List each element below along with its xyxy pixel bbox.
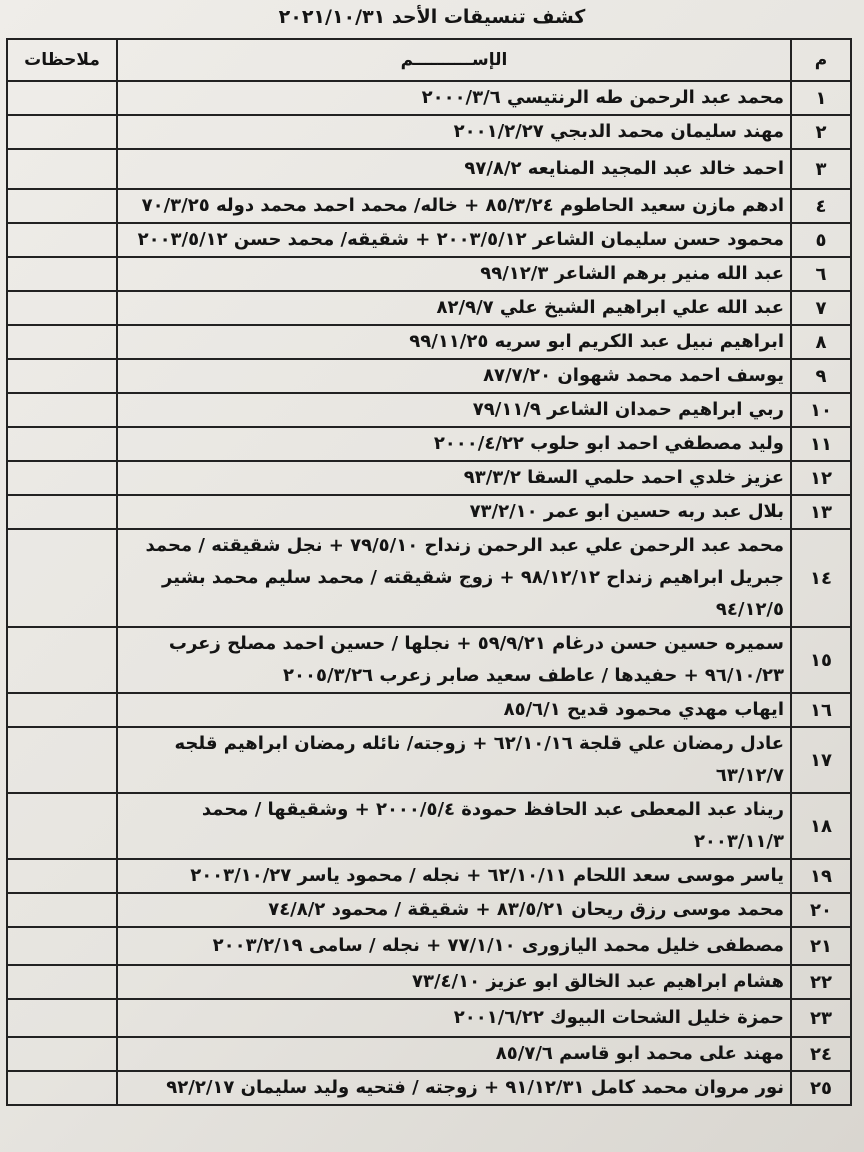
row-number: ٧ bbox=[791, 291, 851, 325]
row-notes bbox=[7, 927, 117, 965]
row-notes bbox=[7, 325, 117, 359]
row-number: ١٠ bbox=[791, 393, 851, 427]
row-notes bbox=[7, 115, 117, 149]
row-number: ٢٥ bbox=[791, 1071, 851, 1105]
header-number: م bbox=[791, 39, 851, 81]
header-name: الإســــــــــم bbox=[117, 39, 791, 81]
table-row bbox=[7, 257, 851, 291]
row-name: عادل رمضان علي قلجة ٦٢/١٠/١٦ + زوجته/ نائله رمضان ابراهيم قلجه ٦٣/١٢/٧ bbox=[117, 727, 791, 793]
row-name: محمود حسن سليمان الشاعر ٢٠٠٣/٥/١٢ + شقيقه/ محمد حسن ٢٠٠٣/٥/١٢ bbox=[117, 223, 791, 257]
row-name: هشام ابراهيم عبد الخالق ابو عزيز ٧٣/٤/١٠ bbox=[117, 965, 791, 999]
row-number: ٥ bbox=[791, 223, 851, 257]
row-number: ١ bbox=[791, 81, 851, 115]
row-number: ٢٢ bbox=[791, 965, 851, 999]
row-number: ١٤ bbox=[791, 529, 851, 627]
row-notes bbox=[7, 149, 117, 189]
row-notes bbox=[7, 495, 117, 529]
row-number: ١٩ bbox=[791, 859, 851, 893]
table-row bbox=[7, 727, 851, 793]
row-number: ١٥ bbox=[791, 627, 851, 693]
row-name: سميره حسين حسن درغام ٥٩/٩/٢١ + نجلها / حسين احمد مصلح زعرب ٩٦/١٠/٢٣ + حفيدها / عاطف سعيد صابر زعرب ٢٠٠٥/٣/٢٦ bbox=[117, 627, 791, 693]
row-notes bbox=[7, 427, 117, 461]
row-notes bbox=[7, 965, 117, 999]
row-name: ادهم مازن سعيد الحاطوم ٨٥/٣/٢٤ + خاله/ محمد احمد محمد دوله ٧٠/٣/٢٥ bbox=[117, 189, 791, 223]
row-number: ١١ bbox=[791, 427, 851, 461]
table-row bbox=[7, 859, 851, 893]
table-row bbox=[7, 627, 851, 693]
table-row bbox=[7, 393, 851, 427]
table-row bbox=[7, 893, 851, 927]
row-name: نور مروان محمد كامل ٩١/١٢/٣١ + زوجته / فتحيه وليد سليمان ٩٢/٢/١٧ bbox=[117, 1071, 791, 1105]
table-row bbox=[7, 325, 851, 359]
table-row bbox=[7, 1071, 851, 1105]
row-notes bbox=[7, 81, 117, 115]
table-header-row bbox=[7, 39, 851, 81]
table-row bbox=[7, 965, 851, 999]
row-notes bbox=[7, 1071, 117, 1105]
row-notes bbox=[7, 693, 117, 727]
table-row bbox=[7, 291, 851, 325]
table-row bbox=[7, 1037, 851, 1071]
row-name: ياسر موسى سعد اللحام ٦٢/١٠/١١ + نجله / محمود ياسر ٢٠٠٣/١٠/٢٧ bbox=[117, 859, 791, 893]
row-notes bbox=[7, 359, 117, 393]
table-row bbox=[7, 529, 851, 627]
row-number: ٢١ bbox=[791, 927, 851, 965]
table-row bbox=[7, 81, 851, 115]
row-number: ٢ bbox=[791, 115, 851, 149]
table-row bbox=[7, 115, 851, 149]
row-notes bbox=[7, 727, 117, 793]
row-name: احمد خالد عبد المجيد المنايعه ٩٧/٨/٢ bbox=[117, 149, 791, 189]
table-row bbox=[7, 149, 851, 189]
names-table bbox=[6, 38, 852, 1106]
table-row bbox=[7, 359, 851, 393]
row-name: عبد الله علي ابراهيم الشيخ علي ٨٢/٩/٧ bbox=[117, 291, 791, 325]
row-number: ١٣ bbox=[791, 495, 851, 529]
row-number: ٨ bbox=[791, 325, 851, 359]
header-notes: ملاحظات bbox=[7, 39, 117, 81]
row-number: ١٦ bbox=[791, 693, 851, 727]
row-name: وليد مصطفي احمد ابو حلوب ٢٠٠٠/٤/٢٢ bbox=[117, 427, 791, 461]
table-row bbox=[7, 495, 851, 529]
row-name: محمد عبد الرحمن علي عبد الرحمن زنداح ٧٩/٥/١٠ + نجل شقيقته / محمد جبريل ابراهيم زنداح ٩٨/١٢/١٢ + زوج شقيقته / محمد سليم محمد بشير ٩٤/١٢/٥ bbox=[117, 529, 791, 627]
row-name: بلال عبد ربه حسين ابو عمر ٧٣/٢/١٠ bbox=[117, 495, 791, 529]
row-number: ٢٠ bbox=[791, 893, 851, 927]
row-name: يوسف احمد محمد شهوان ٨٧/٧/٢٠ bbox=[117, 359, 791, 393]
row-name: عزيز خلدي احمد حلمي السقا ٩٣/٣/٢ bbox=[117, 461, 791, 495]
row-name: محمد عبد الرحمن طه الرنتيسي ٢٠٠٠/٣/٦ bbox=[117, 81, 791, 115]
table-row bbox=[7, 927, 851, 965]
row-name: ربي ابراهيم حمدان الشاعر ٧٩/١١/٩ bbox=[117, 393, 791, 427]
document-title: كشف تنسيقات الأحد ٢٠٢١/١٠/٣١ bbox=[278, 6, 586, 28]
row-name: ريناد عبد المعطى عبد الحافظ حمودة ٢٠٠٠/٥/٤ + وشقيقها / محمد ٢٠٠٣/١١/٣ bbox=[117, 793, 791, 859]
row-notes bbox=[7, 1037, 117, 1071]
row-notes bbox=[7, 793, 117, 859]
row-notes bbox=[7, 189, 117, 223]
row-name: عبد الله منير برهم الشاعر ٩٩/١٢/٣ bbox=[117, 257, 791, 291]
row-number: ١٨ bbox=[791, 793, 851, 859]
table-row bbox=[7, 693, 851, 727]
row-name: حمزة خليل الشحات البيوك ٢٠٠١/٦/٢٢ bbox=[117, 999, 791, 1037]
row-number: ٤ bbox=[791, 189, 851, 223]
table-row bbox=[7, 999, 851, 1037]
row-notes bbox=[7, 627, 117, 693]
table-row bbox=[7, 189, 851, 223]
row-notes bbox=[7, 393, 117, 427]
row-number: ٩ bbox=[791, 359, 851, 393]
row-notes bbox=[7, 223, 117, 257]
row-number: ١٧ bbox=[791, 727, 851, 793]
row-notes bbox=[7, 529, 117, 627]
row-notes bbox=[7, 999, 117, 1037]
row-number: ١٢ bbox=[791, 461, 851, 495]
row-name: ابراهيم نبيل عبد الكريم ابو سريه ٩٩/١١/٢٥ bbox=[117, 325, 791, 359]
table-row bbox=[7, 793, 851, 859]
row-notes bbox=[7, 859, 117, 893]
row-notes bbox=[7, 893, 117, 927]
row-number: ٦ bbox=[791, 257, 851, 291]
row-number: ٢٤ bbox=[791, 1037, 851, 1071]
table-row bbox=[7, 427, 851, 461]
row-name: مصطفى خليل محمد اليازورى ٧٧/١/١٠ + نجله / سامى ٢٠٠٣/٢/١٩ bbox=[117, 927, 791, 965]
table-row bbox=[7, 461, 851, 495]
row-name: مهند سليمان محمد الدبجي ٢٠٠١/٢/٢٧ bbox=[117, 115, 791, 149]
row-name: ايهاب مهدي محمود قديح ٨٥/٦/١ bbox=[117, 693, 791, 727]
row-number: ٢٣ bbox=[791, 999, 851, 1037]
row-notes bbox=[7, 257, 117, 291]
row-notes bbox=[7, 461, 117, 495]
row-name: مهند على محمد ابو قاسم ٨٥/٧/٦ bbox=[117, 1037, 791, 1071]
row-notes bbox=[7, 291, 117, 325]
row-number: ٣ bbox=[791, 149, 851, 189]
table-row bbox=[7, 223, 851, 257]
row-name: محمد موسى رزق ريحان ٨٣/٥/٢١ + شقيقة / محمود ٧٤/٨/٢ bbox=[117, 893, 791, 927]
